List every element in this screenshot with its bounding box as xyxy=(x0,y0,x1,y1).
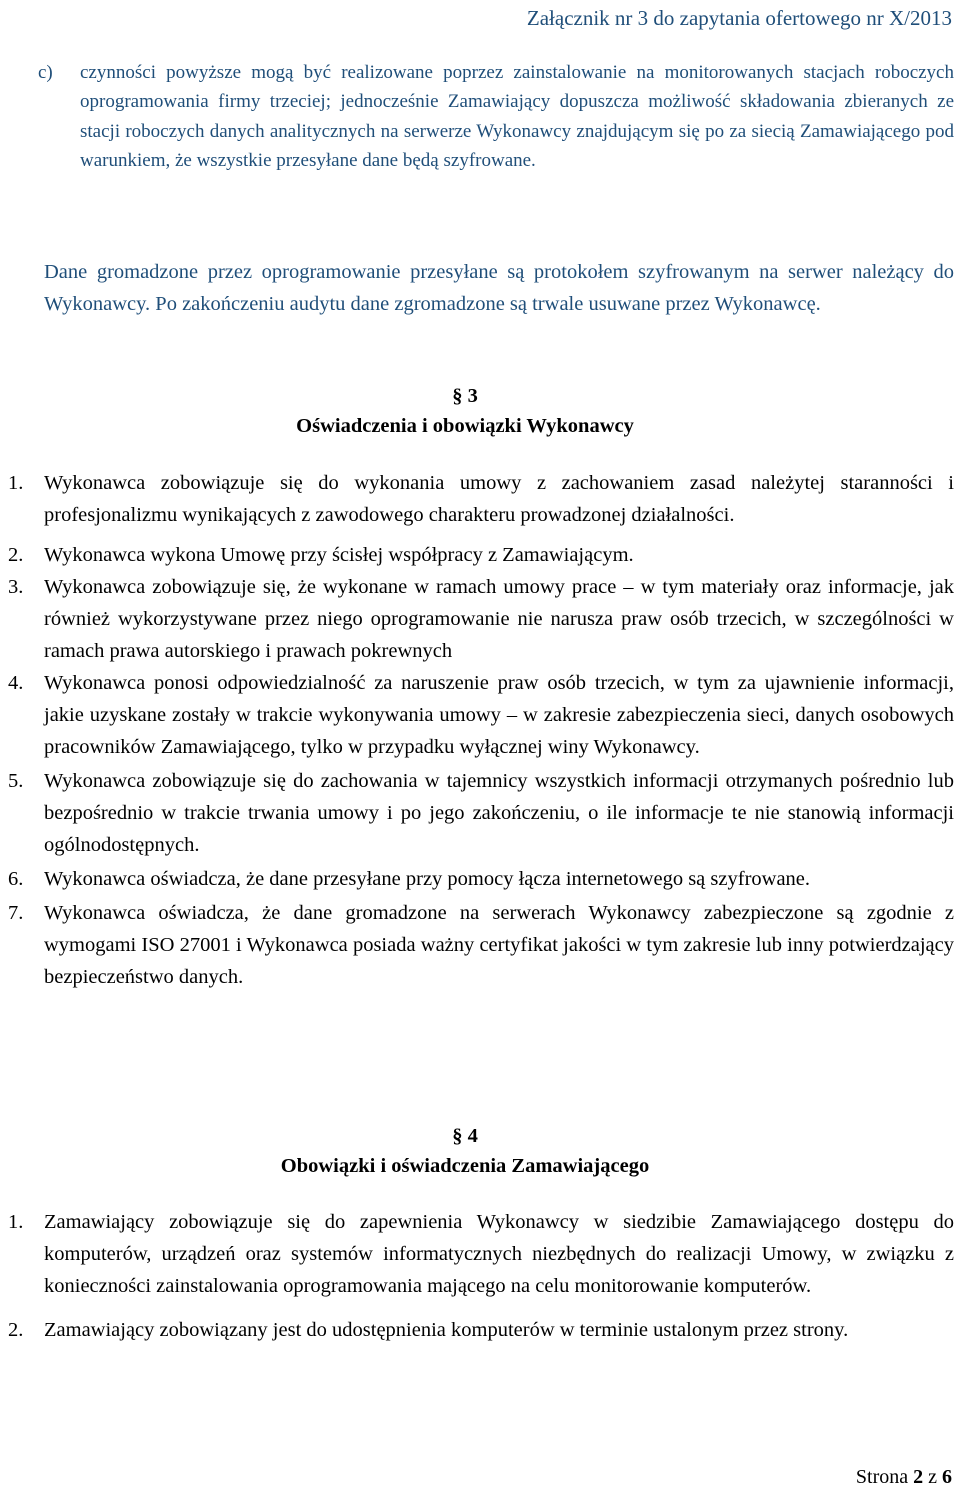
item-number: 2. xyxy=(8,544,24,566)
item-text: Zamawiający zobowiązuje się do zapewnienia Wykonawcy w siedzibie Zamawiającego dostępu do komputerów, urządzeń oraz systemów informatycznych niezbędnych do realizacji Umowy, w związku z konieczności zainstalowania oprogramowania mającego na celu monitorowanie komputerów. xyxy=(44,1211,954,1297)
list-item xyxy=(0,1206,954,1302)
item-text: Wykonawca oświadcza, że dane gromadzone na serwerach Wykonawcy zabezpieczone są zgodnie z wymogami ISO 27001 i Wykonawca posiada ważny certyfikat jakości w tym zakresie lub inny potwierdzający bezpieczeństwo danych. xyxy=(44,902,954,988)
section-4-title: Obowiązki i oświadczenia Zamawiającego xyxy=(280,1155,650,1177)
page-total: 6 xyxy=(942,1466,952,1488)
section-4-number: § 4 xyxy=(452,1125,478,1147)
item-text: Wykonawca zobowiązuje się, że wykonane w ramach umowy prace – w tym materiały oraz informacje, jak również wykorzystywane przez niego oprogramowanie nie narusza praw osób trzecich, w szczególności w ramach prawa autorskiego i prawach pokrewnych xyxy=(44,576,954,662)
item-text: Zamawiający zobowiązany jest do udostępnienia komputerów w terminie ustalonym przez strony. xyxy=(44,1319,849,1341)
footer-prefix: Strona xyxy=(855,1466,914,1488)
list-item xyxy=(0,467,954,531)
item-label: c) xyxy=(38,62,53,83)
section-3-title: Oświadczenia i obowiązki Wykonawcy xyxy=(296,415,634,437)
item-text: Wykonawca zobowiązuje się do zachowania w tajemnicy wszystkich informacji otrzymanych pośrednio lub bezpośrednio w trakcie trwania umowy i po jego zakończeniu, o ile informacje te nie stanowią informacji ogólnodostępnych. xyxy=(44,770,954,856)
list-item xyxy=(0,1314,954,1346)
item-text: Wykonawca ponosi odpowiedzialność za naruszenie praw osób trzecich, w tym za ujawnienie informacji, jakie uzyskane zostały w trakcie wykonywania umowy – w zakresie zabezpieczenia sieci, danych osobowych pracowników Zamawiającego, tylko w przypadku wyłącznej winy Wykonawcy. xyxy=(44,672,954,758)
list-item xyxy=(0,667,954,763)
item-number: 6. xyxy=(8,868,24,890)
section-3-list xyxy=(0,467,954,993)
item-number: 7. xyxy=(8,902,24,924)
footer-separator: z xyxy=(923,1466,942,1488)
item-number: 3. xyxy=(8,576,24,598)
item-number: 1. xyxy=(8,1211,24,1233)
item-text: Wykonawca wykona Umowę przy ścisłej współpracy z Zamawiającym. xyxy=(44,544,634,566)
list-item xyxy=(0,571,954,667)
list-item xyxy=(0,539,954,571)
paragraph-data-transfer: Dane gromadzone przez oprogramowanie przesyłane są protokołem szyfrowanym na serwer należący do Wykonawcy. Po zakończeniu audytu dane zgromadzone są trwale usuwane przez Wykonawcę. xyxy=(44,261,954,315)
item-text: czynności powyższe mogą być realizowane poprzez zainstalowanie na monitorowanych stacjach roboczych oprogramowania firmy trzeciej; jednocześnie Zamawiający dopuszcza możliwość składowania zbieranych ze stacji roboczych danych analitycznych na serwerze Wykonawcy znajdującym się po za siecią Zamawiającego pod warunkiem, że wszystkie przesyłane dane będą szyfrowane. xyxy=(80,62,954,172)
page-header: Załącznik nr 3 do zapytania ofertowego nr X/2013 xyxy=(526,6,952,30)
page-number: 2 xyxy=(913,1466,924,1488)
item-number: 2. xyxy=(8,1319,24,1341)
item-text: Wykonawca oświadcza, że dane przesyłane przy pomocy łącza internetowego są szyfrowane. xyxy=(44,868,811,890)
item-number: 1. xyxy=(8,472,24,494)
list-item xyxy=(0,897,954,993)
section-3-number: § 3 xyxy=(452,385,478,407)
section-4-list xyxy=(0,1206,954,1346)
list-item-c xyxy=(38,58,954,176)
list-item xyxy=(0,863,954,895)
item-number: 4. xyxy=(8,672,24,694)
page-footer xyxy=(856,1466,952,1489)
list-item xyxy=(0,765,954,861)
item-text: Wykonawca zobowiązuje się do wykonania umowy z zachowaniem zasad należytej staranności i profesjonalizmu wynikających z zawodowego charakteru prowadzonej działalności. xyxy=(44,472,954,526)
item-number: 5. xyxy=(8,770,24,792)
